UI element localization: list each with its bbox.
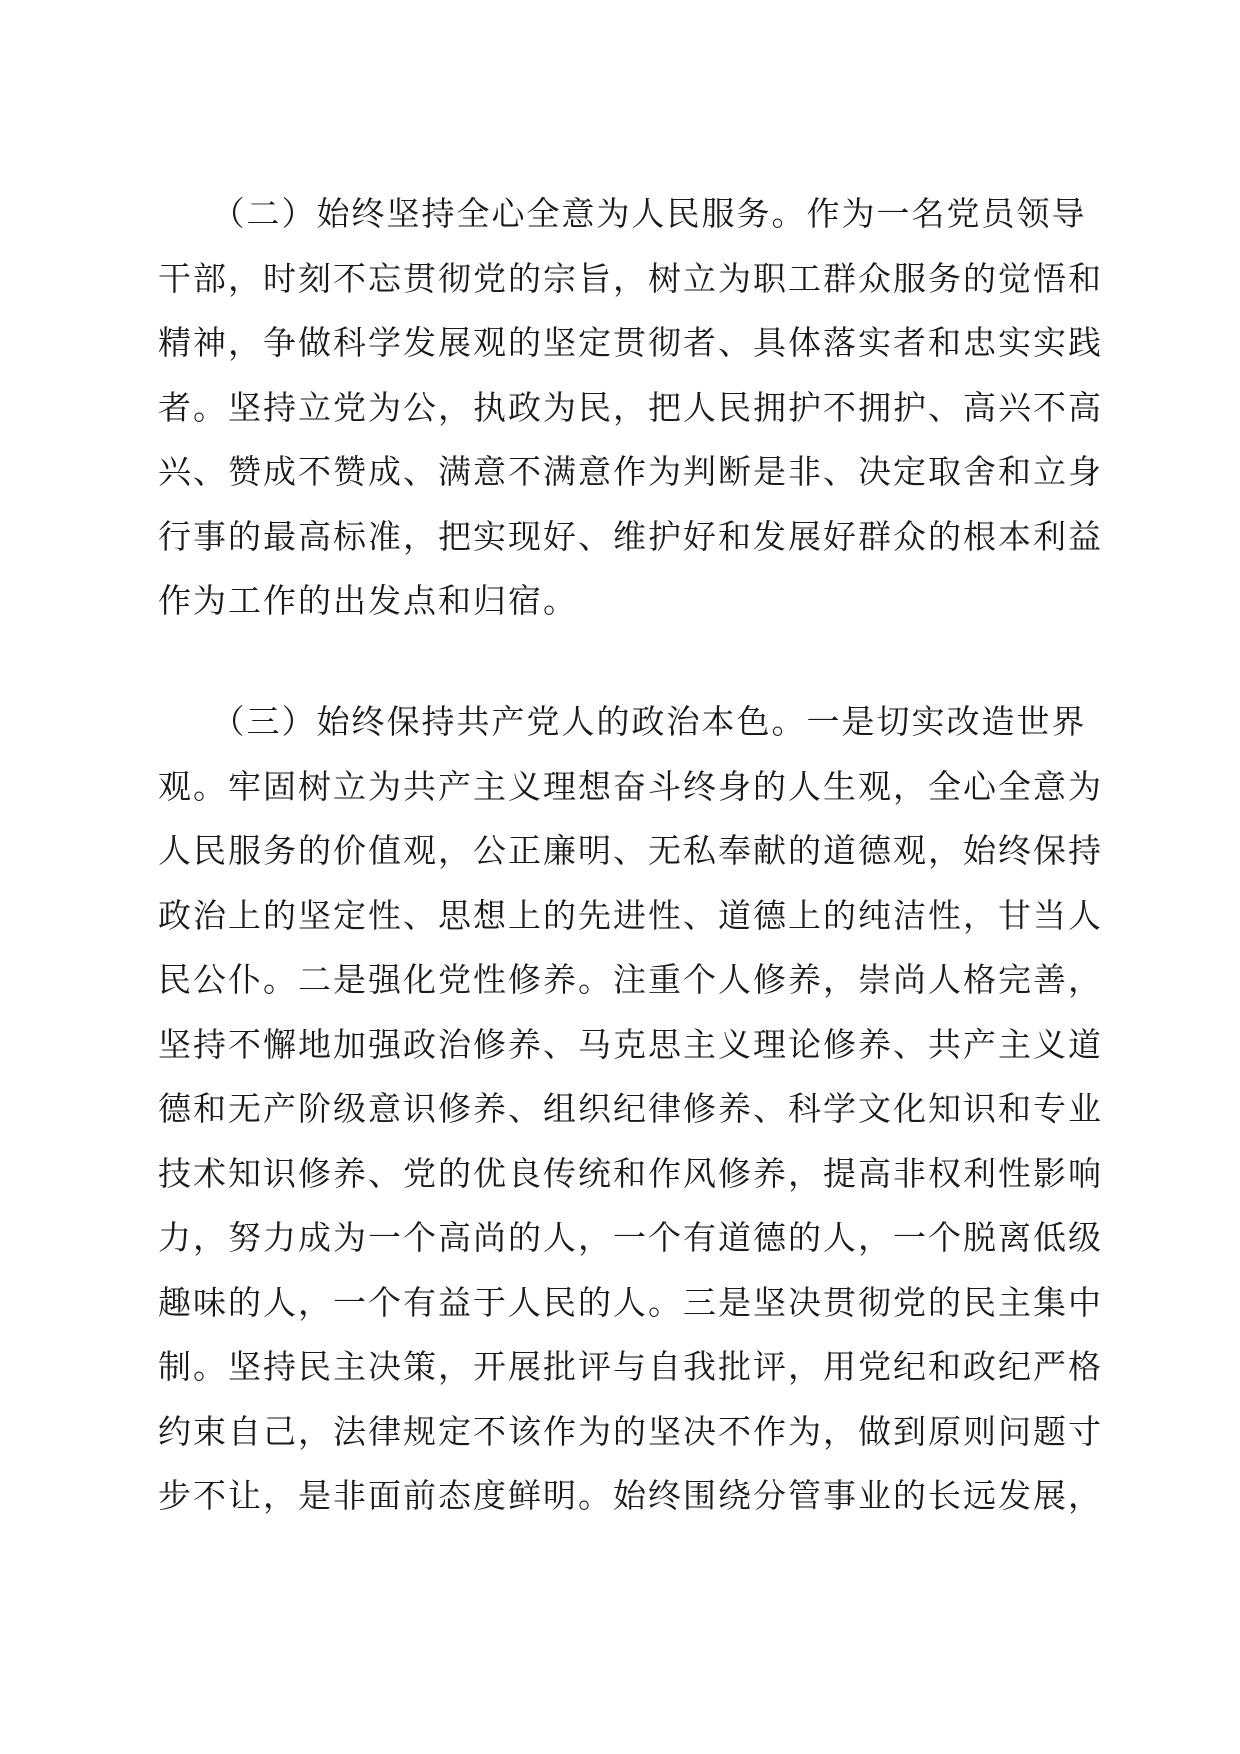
text-line: 民公仆。二是强化党性修养。注重个人修养，崇尚人格完善， — [158, 960, 1103, 999]
text-line: （二）始终坚持全心全意为人民服务。作为一名党员领导 — [158, 194, 1087, 233]
text-line: 精神，争做科学发展观的坚定贯彻者、具体落实者和忠实实践 — [158, 323, 1103, 362]
text-line: 政治上的坚定性、思想上的先进性、道德上的纯洁性，甘当人 — [158, 895, 1103, 935]
text-line: 趣味的人，一个有益于人民的人。三是坚决贯彻党的民主集中 — [158, 1282, 1103, 1322]
text-line: 约束自己，法律规定不该作为的坚决不作为，做到原则问题寸 — [158, 1411, 1103, 1451]
text-line: 者。坚持立党为公，执政为民，把人民拥护不拥护、高兴不高 — [158, 387, 1103, 427]
text-line: 坚持不懈地加强政治修养、马克思主义理论修养、共产主义道 — [158, 1024, 1103, 1064]
text-line: 技术知识修养、党的优良传统和作风修养，提高非权利性影响 — [158, 1153, 1103, 1193]
text-line: （三）始终保持共产党人的政治本色。一是切实改造世界 — [158, 702, 1087, 741]
text-line: 步不让，是非面前态度鲜明。始终围绕分管事业的长远发展， — [158, 1476, 1103, 1515]
text-line: 行事的最高标准，把实现好、维护好和发展好群众的根本利益 — [158, 516, 1103, 556]
paragraph-section-two — [158, 182, 1103, 634]
text-line: 德和无产阶级意识修养、组织纪律修养、科学文化知识和专业 — [158, 1089, 1103, 1128]
text-line: 干部，时刻不忘贯彻党的宗旨，树立为职工群众服务的觉悟和 — [158, 258, 1103, 298]
text-line: 力，努力成为一个高尚的人，一个有道德的人，一个脱离低级 — [158, 1218, 1103, 1257]
text-line: 观。牢固树立为共产主义理想奋斗终身的人生观，全心全意为 — [158, 766, 1103, 806]
text-line: 制。坚持民主决策，开展批评与自我批评，用党纪和政纪严格 — [158, 1347, 1103, 1386]
text-line: 兴、赞成不赞成、满意不满意作为判断是非、决定取舍和立身 — [158, 452, 1103, 491]
text-line: 作为工作的出发点和归宿。 — [158, 581, 578, 620]
text-line: 人民服务的价值观，公正廉明、无私奉献的道德观，始终保持 — [158, 831, 1103, 870]
paragraph-section-three — [158, 690, 1103, 1529]
